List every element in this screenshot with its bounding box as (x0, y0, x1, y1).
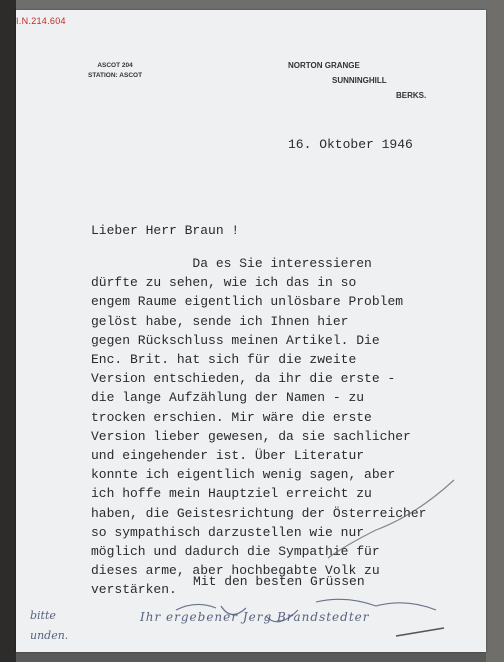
letter-closing: Mit den besten Grüssen (193, 574, 365, 589)
handwritten-signature: Ihr ergebener Jerg Brandstedter (140, 610, 370, 624)
letterhead-station: STATION: ASCOT (88, 72, 143, 79)
archive-number: I.N.214.604 (16, 16, 66, 26)
address-line-3: BERKS. (396, 91, 427, 100)
margin-note: bitte unden. (30, 609, 69, 642)
scan-background-left (0, 0, 16, 662)
scan-background-right (486, 0, 504, 662)
letter-page (16, 10, 486, 652)
address-line-2: SUNNINGHILL (332, 76, 387, 85)
handwriting-strokes (16, 10, 486, 652)
letter-body: Da es Sie interessieren dürfte zu sehen, wie ich das in so engem Raume eigentlich unlösbare Problem gelöst habe, sende ich Ihnen hier gegen Rückschluss meinen Artikel. Die Enc. Brit. hat sich für die zweite Version entschieden, da ihr die erste - die lange Aufzählung der Namen - zu trocken erschien. Mir wäre die erste Version lieber gewesen, da sie sachlicher und eingehender ist. Über Literatur konnte ich eigentlich wenig sagen, aber ich hoffe mein Hauptziel erreicht zu haben, die Geistesrichtung der Österreicher so sympathisch darzustellen wie nur möglich und dadurch die Sympathie für dieses arme, aber hochbegabte Volk zu verstärken. (91, 256, 427, 598)
letterhead-phone: ASCOT 204 (97, 62, 133, 69)
address-line-1: NORTON GRANGE (288, 61, 360, 70)
letter-date: 16. Oktober 1946 (288, 137, 413, 152)
letter-salutation: Lieber Herr Braun ! (91, 223, 240, 238)
scan-background-bottom (16, 652, 486, 662)
